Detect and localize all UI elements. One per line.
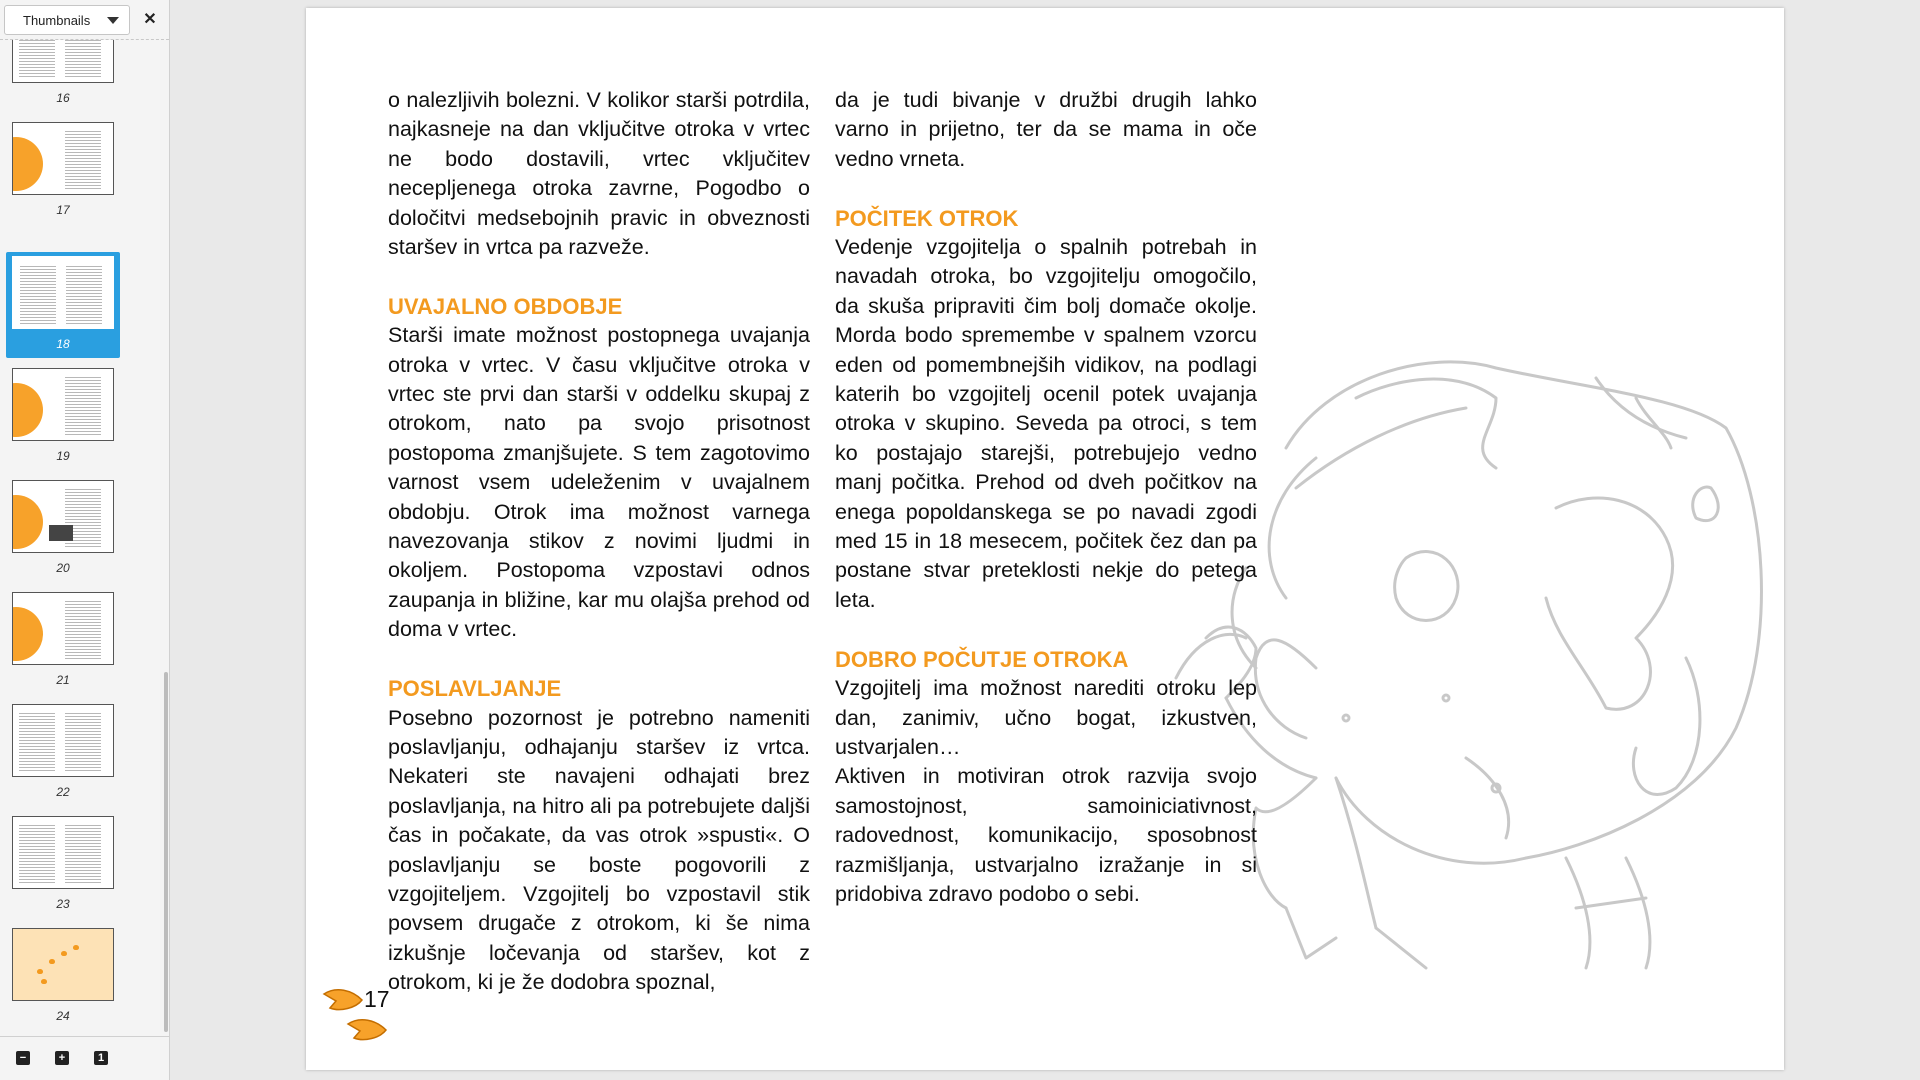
thumbnail-page-17[interactable] (6, 118, 120, 224)
text-column-left (388, 86, 810, 998)
paragraph: da je tudi bivanje v družbi drugih lahko varno in prijetno, ter da se mama in oče vedno vrneta. (835, 88, 1257, 171)
thumbnail-number: 19 (56, 449, 70, 463)
thumbnail-image (12, 368, 114, 441)
section-heading: POSLAVLJANJE (388, 676, 562, 702)
paragraph: Aktiven in motiviran otrok razvija svojo samostojnost, samoiniciativnost, radovednost, komunikacijo, sposobnost razmišljanja, ustvarjalno izražanje in si pridobiva zdravo podobo o sebi. (835, 764, 1257, 906)
paragraph: o nalezljivih bolezni. V kolikor starši potrdila, najkasneje na dan vključitve otroka v vrtec ne bodo dostavili, vrtec vključitev necepljenega otroka zavrne, Pogodbo o določitvi medsebojnih pravic in obveznosti staršev in vrtca pa razveže. (388, 88, 810, 260)
thumbnail-number: 16 (56, 91, 70, 105)
paragraph: Posebno pozornost je potrebno nameniti poslavljanju, odhajanju staršev iz vrtca. Nekateri ste navajeni odhajati brez poslavljanja, na hitro ali pa potrebujete daljši čas in počakate, da vas otrok »spusti«. O poslavljanju se boste pogovorili z vzgojiteljem. Vzgojitelj bo vzpostavil stik povsem drugače z otrokom, ki še nima izkušnje ločevanja od staršev, kot z otrokom, ki je že dodobra spoznal, (388, 705, 810, 995)
thumbnail-page-18[interactable] (6, 252, 120, 358)
actual-size-button[interactable]: 1 (94, 1051, 108, 1065)
thumbnail-page-20[interactable] (6, 476, 120, 582)
thumbnail-image (12, 816, 114, 889)
thumbnail-image (12, 592, 114, 665)
thumbnail-image (12, 704, 114, 777)
sidebar-view-label: Thumbnails (23, 12, 91, 28)
child-drawing-illustration (1166, 338, 1786, 978)
thumbnail-number: 24 (56, 1009, 70, 1023)
zoom-in-button[interactable]: + (55, 1051, 69, 1065)
thumbnail-list[interactable] (0, 40, 164, 1036)
paragraph: Starši imate možnost postopnega uvajanja otroka v vrtec. V času vključitve otroka v vrtec ste prvi dan starši v oddelku skupaj z otrokom, nato pa svojo prisotnost postopoma zmanjšujete. S tem zagotovimo varnost vsem udeleženim v uvajalnem obdobju. Otrok ima možnost varnega navezovanja stikov z novimi ljudmi in okoljem. Postopoma vzpostavi odnos zaupanja in bližine, kar mu olajša prehod od doma v vrtec. (388, 323, 810, 642)
section-heading: DOBRO POČUTJE OTROKA (835, 646, 1129, 672)
thumbnail-number: 18 (56, 337, 70, 351)
chevron-down-icon (107, 17, 119, 24)
thumbnail-number: 17 (56, 203, 70, 217)
thumbnail-image (12, 256, 114, 329)
thumbnail-number: 21 (56, 673, 70, 687)
thumbnail-number: 20 (56, 561, 70, 575)
thumbnail-number: 23 (56, 897, 70, 911)
document-page (306, 8, 1784, 1070)
sidebar-footer (0, 1036, 169, 1080)
sidebar-view-dropdown[interactable] (4, 5, 130, 35)
thumbnail-page-24[interactable] (6, 924, 120, 1030)
thumbnail-image (12, 480, 114, 553)
sidebar-header (0, 0, 169, 40)
text-column-right (835, 86, 1257, 909)
thumbnail-page-22[interactable] (6, 700, 120, 806)
close-icon[interactable]: ✕ (143, 11, 157, 28)
paragraph: Vedenje vzgojitelja o spalnih potrebah in navadah otroka, bo vzgojitelju omogočilo, da skuša pripraviti čim bolj domače okolje. Morda bodo spremembe v spalnem vzorcu eden od pomembnejših vidikov, na podlagi katerih bo vzgojitelj ocenil potek uvajanja otroka v skupino. Seveda pa otroci, s tem ko postajajo starejši, potrebujejo vedno manj počitka. Prehod od dveh počitkov na enega popoldanskega se po navadi zgodi med 15 in 18 mesecem, počitek čez dan pa postane stvar preteklosti nekje do petega leta. (835, 235, 1257, 612)
paragraph: Vzgojitelj ima možnost narediti otroku lep dan, zanimiv, učno bogat, izkustven, ustvarjalen… (835, 676, 1257, 759)
sidebar-scrollbar[interactable] (164, 672, 168, 1032)
thumbnail-number: 22 (56, 785, 70, 799)
page-number: 17 (364, 986, 390, 1012)
thumbnail-sidebar (0, 0, 170, 1080)
thumbnail-image (12, 40, 114, 83)
thumbnail-image (12, 122, 114, 195)
zoom-out-button[interactable]: − (16, 1051, 30, 1065)
thumbnail-page-16[interactable] (6, 40, 120, 112)
thumbnail-image (12, 928, 114, 1001)
thumbnail-page-23[interactable] (6, 812, 120, 918)
thumbnail-page-21[interactable] (6, 588, 120, 694)
section-heading: UVAJALNO OBDOBJE (388, 293, 623, 319)
section-heading: POČITEK OTROK (835, 205, 1019, 231)
thumbnail-page-19[interactable] (6, 364, 120, 470)
